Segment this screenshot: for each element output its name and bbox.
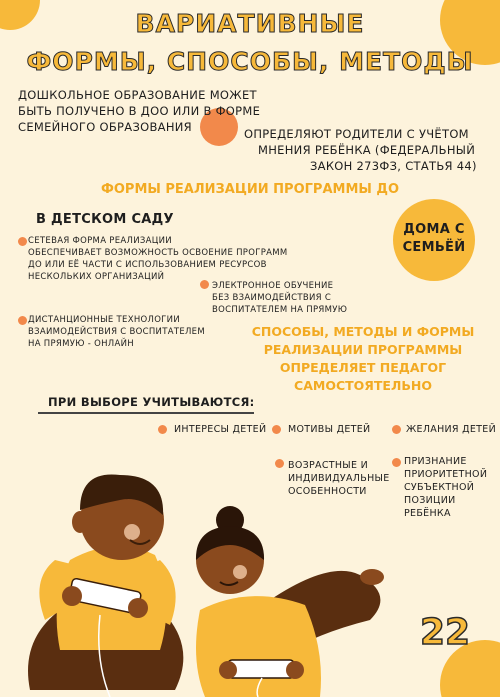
parents-line-1: ОПРЕДЕЛЯЮТ РОДИТЕЛИ С УЧЁТОМ: [244, 127, 469, 141]
factor-priority-line-4: ПОЗИЦИИ РЕБЁНКА: [404, 495, 456, 519]
parents-line-2: МНЕНИЯ РЕБЁНКА (ФЕДЕРАЛЬНЫЙ: [258, 143, 476, 157]
kindergarten-heading: В ДЕТСКОМ САДУ: [36, 212, 174, 227]
intro-line-2: БЫТЬ ПОЛУЧЕНО В ДОО ИЛИ В ФОРМЕ: [18, 104, 261, 118]
factor-age-line-3: ОСОБЕННОСТИ: [288, 486, 367, 497]
title-line-2: ФОРМЫ, СПОСОБЫ, МЕТОДЫ: [26, 47, 474, 76]
elearning-line-1: ЭЛЕКТРОННОЕ ОБУЧЕНИЕ: [212, 281, 334, 291]
factor-interests: ИНТЕРЕСЫ ДЕТЕЙ: [174, 424, 267, 435]
parents-line-3: ЗАКОН 273ФЗ, СТАТЬЯ 44): [310, 159, 477, 173]
factor-motives: МОТИВЫ ДЕТЕЙ: [288, 424, 371, 435]
factor-age-line-2: ИНДИВИДУАЛЬНЫЕ: [288, 473, 390, 484]
boy-figure: [28, 474, 183, 697]
network-line-4: НЕСКОЛЬКИХ ОРГАНИЗАЦИЙ: [28, 272, 165, 282]
elearning-line-2: БЕЗ ВЗАИМОДЕЙСТВИЯ С: [212, 293, 332, 303]
page-number: 22: [420, 612, 471, 653]
factor-priority-line-3: СУБЪЕКТНОЙ: [404, 482, 475, 493]
methods-line-3: ОПРЕДЕЛЯЕТ ПЕДАГОГ: [279, 360, 447, 375]
distance-line-1: ДИСТАНЦИОННЫЕ ТЕХНОЛОГИИ: [28, 315, 180, 325]
methods-line-1: СПОСОБЫ, МЕТОДЫ И ФОРМЫ: [251, 324, 475, 339]
methods-line-2: РЕАЛИЗАЦИИ ПРОГРАММЫ: [263, 342, 463, 357]
intro-line-3: СЕМЕЙНОГО ОБРАЗОВАНИЯ: [18, 120, 192, 134]
choice-heading: ПРИ ВЫБОРЕ УЧИТЫВАЮТСЯ:: [48, 395, 255, 409]
factor-priority-line-1: ПРИЗНАНИЕ: [404, 456, 467, 467]
factor-priority-line-2: ПРИОРИТЕТНОЙ: [404, 469, 488, 480]
home-line-1: ДОМА С: [403, 222, 465, 237]
girl-figure: [196, 506, 384, 697]
elearning-line-3: ВОСПИТАТЕЛЕМ НА ПРЯМУЮ: [212, 305, 348, 315]
intro-line-1: ДОШКОЛЬНОЕ ОБРАЗОВАНИЕ МОЖЕТ: [18, 88, 257, 102]
network-line-2: ОБЕСПЕЧИВАЕТ ВОЗМОЖНОСТЬ ОСВОЕНИЕ ПРОГРАММ: [28, 248, 288, 258]
methods-line-4: САМОСТОЯТЕЛЬНО: [294, 378, 432, 393]
forms-heading: ФОРМЫ РЕАЛИЗАЦИИ ПРОГРАММЫ ДО: [100, 182, 400, 197]
network-line-3: ДО ИЛИ ЕЁ ЧАСТИ С ИСПОЛЬЗОВАНИЕМ РЕСУРСОВ: [28, 260, 267, 270]
home-line-2: СЕМЬЁЙ: [402, 240, 466, 255]
distance-line-2: ВЗАИМОДЕЙСТВИЯ С ВОСПИТАТЕЛЕМ: [28, 327, 205, 337]
title-line-1: ВАРИАТИВНЫЕ: [135, 9, 365, 38]
factor-age-line-1: ВОЗРАСТНЫЕ И: [288, 460, 369, 471]
distance-line-3: НА ПРЯМУЮ - ОНЛАЙН: [28, 339, 134, 349]
network-line-1: СЕТЕВАЯ ФОРМА РЕАЛИЗАЦИИ: [28, 236, 172, 246]
factor-wishes: ЖЕЛАНИЯ ДЕТЕЙ: [406, 424, 496, 435]
